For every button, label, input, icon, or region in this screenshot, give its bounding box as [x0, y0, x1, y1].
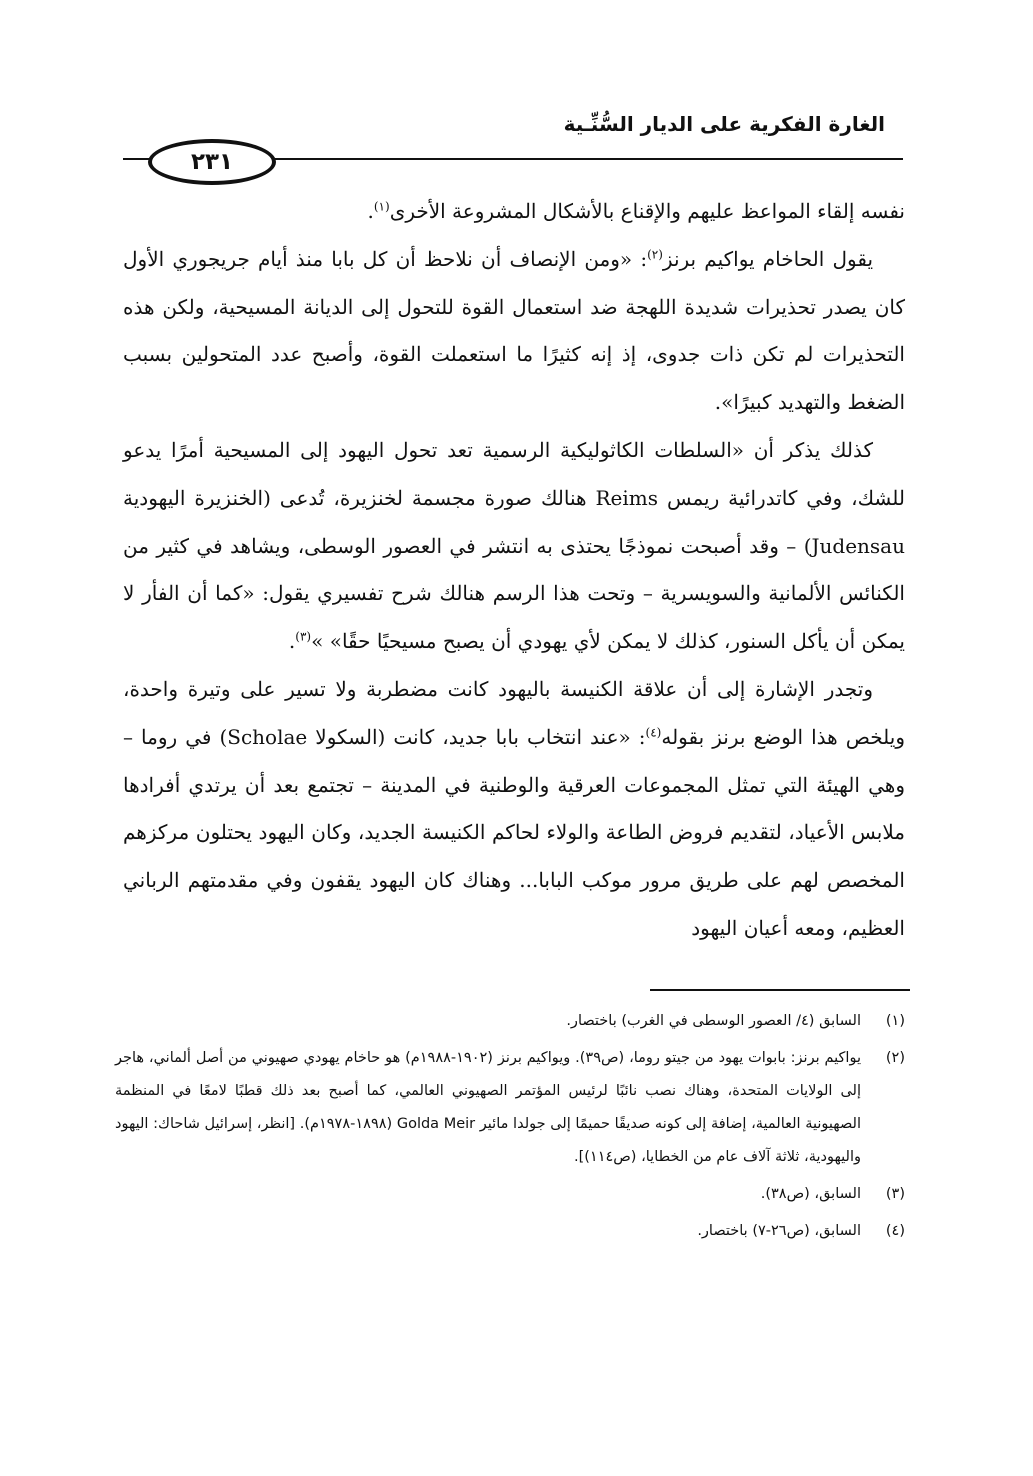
paragraph-text: : «عند انتخاب بابا جديد، كانت (السكولا Scholae) في روما – وهي الهيئة التي تمثل المجموعات العرقية والوطنية في المدينة – تجتمع بعد أن يرتدي أفرادها ملابس الأعياد، لتقديم فروض الطاعة والولاء لحاكم الكنيسة الجديد، وكان اليهود يحتلون مركزهم المخصص لهم على طريق مرور موكب البابا... وهناك كان اليهود يقفون وفي مقدمتهم الرباني العظيم، ومعه أعيان اليهود	[123, 724, 905, 940]
footnote-ref-2: (٢)	[647, 247, 663, 262]
footnote-ref-3: (٣)	[295, 629, 312, 644]
paragraph-4	[123, 666, 905, 953]
paragraph-text: نفسه إلقاء المواعظ عليهم والإقناع بالأشكال المشروعة الأخرى	[389, 199, 905, 223]
footnote-text: يواكيم برنز: بابوات يهود من جيتو روما، (ص٣٩). ويواكيم برنز (١٩٠٢-١٩٨٨م) هو حاخام يهودي صهيوني من أصل ألماني، هاجر إلى الولايات المتحدة، وهناك نصب نائبًا لرئيس المؤتمر الصهيوني العالمي، كما أصبح بعد ذلك قطبًا لامعًا في المنظمة الصهيونية العالمية، إضافة إلى كونه صديقًا حميمًا إلى جولدا مائير Golda Meir (١٨٩٨-١٩٧٨م). [انظر، إسرائيل شاحاك: اليهود واليهودية، ثلاثة آلاف عام من الخطايا، (ص١١٤)].	[115, 1050, 861, 1165]
paragraph-3	[123, 427, 905, 666]
paragraph-text: يقول الحاخام يواكيم برنز	[662, 246, 874, 271]
footnote	[115, 1005, 905, 1038]
body-text	[123, 188, 905, 953]
footnote-text: السابق (٤/ العصور الوسطى في الغرب) باختصار.	[566, 1013, 861, 1029]
paragraph-2	[123, 236, 905, 427]
footnote-text: السابق، (ص٢٦-٧) باختصار.	[697, 1223, 861, 1239]
footnote-number: (١)	[885, 1013, 905, 1029]
footnotes	[115, 1005, 905, 1252]
footnote-number: (٣)	[885, 1186, 905, 1202]
paragraph-end: .	[288, 629, 296, 654]
page-number: ٢٣١	[190, 149, 234, 175]
footnote-separator	[650, 989, 910, 991]
paragraph-text: كذلك يذكر أن «السلطات الكاثوليكية الرسمية تعد تحول اليهود إلى المسيحية أمرًا يدعو للشك، وفي كاتدرائية ريمس Reims هنالك صورة مجسمة لخنزيرة، تُدعى (الخنزيرة اليهودية Judensau) – وقد أصبحت نموذجًا يحتذى به انتشر في العصور الوسطى، ويشاهد في كثير من الكنائس الألمانية والسويسرية – وتحت هذا الرسم هنالك شرح تفسيري يقول: «كما أن الفأر لا يمكن أن يأكل السنور، كذلك لا يمكن لأي يهودي أن يصبح مسيحيًا حقًا» »	[123, 437, 905, 654]
running-title: الغارة الفكرية على الديار السُّنِّـية	[563, 112, 885, 136]
footnote-number: (٤)	[885, 1223, 905, 1239]
footnote-text: السابق، (ص٣٨).	[760, 1186, 861, 1202]
paragraph-1	[123, 188, 905, 236]
paragraph-end: .	[367, 199, 374, 223]
paragraph-text: وتجدر الإشارة إلى أن علاقة الكنيسة باليهود كانت مضطربة ولا تسير على وتيرة واحدة، ويلخص هذا الوضع برنز بقوله	[123, 676, 905, 749]
footnote	[115, 1215, 905, 1248]
footnote-ref-4: (٤)	[645, 725, 662, 740]
footnote-ref-1: (١)	[373, 199, 390, 214]
page-number-oval	[148, 139, 276, 185]
footnote-number: (٢)	[885, 1050, 905, 1066]
footnote	[115, 1042, 905, 1174]
paragraph-text: : «ومن الإنصاف أن نلاحظ أن كل بابا منذ أيام جريجوري الأول كان يصدر تحذيرات شديدة اللهجة ضد استعمال القوة للتحول إلى الديانة المسيحية، ولكن هذه التحذيرات لم تكن ذات جدوى، إذ إنه كثيرًا ما استعملت القوة، وأصبح عدد المتحولين بسبب الضغط والتهديد كبيرًا».	[123, 246, 905, 415]
footnote	[115, 1178, 905, 1211]
